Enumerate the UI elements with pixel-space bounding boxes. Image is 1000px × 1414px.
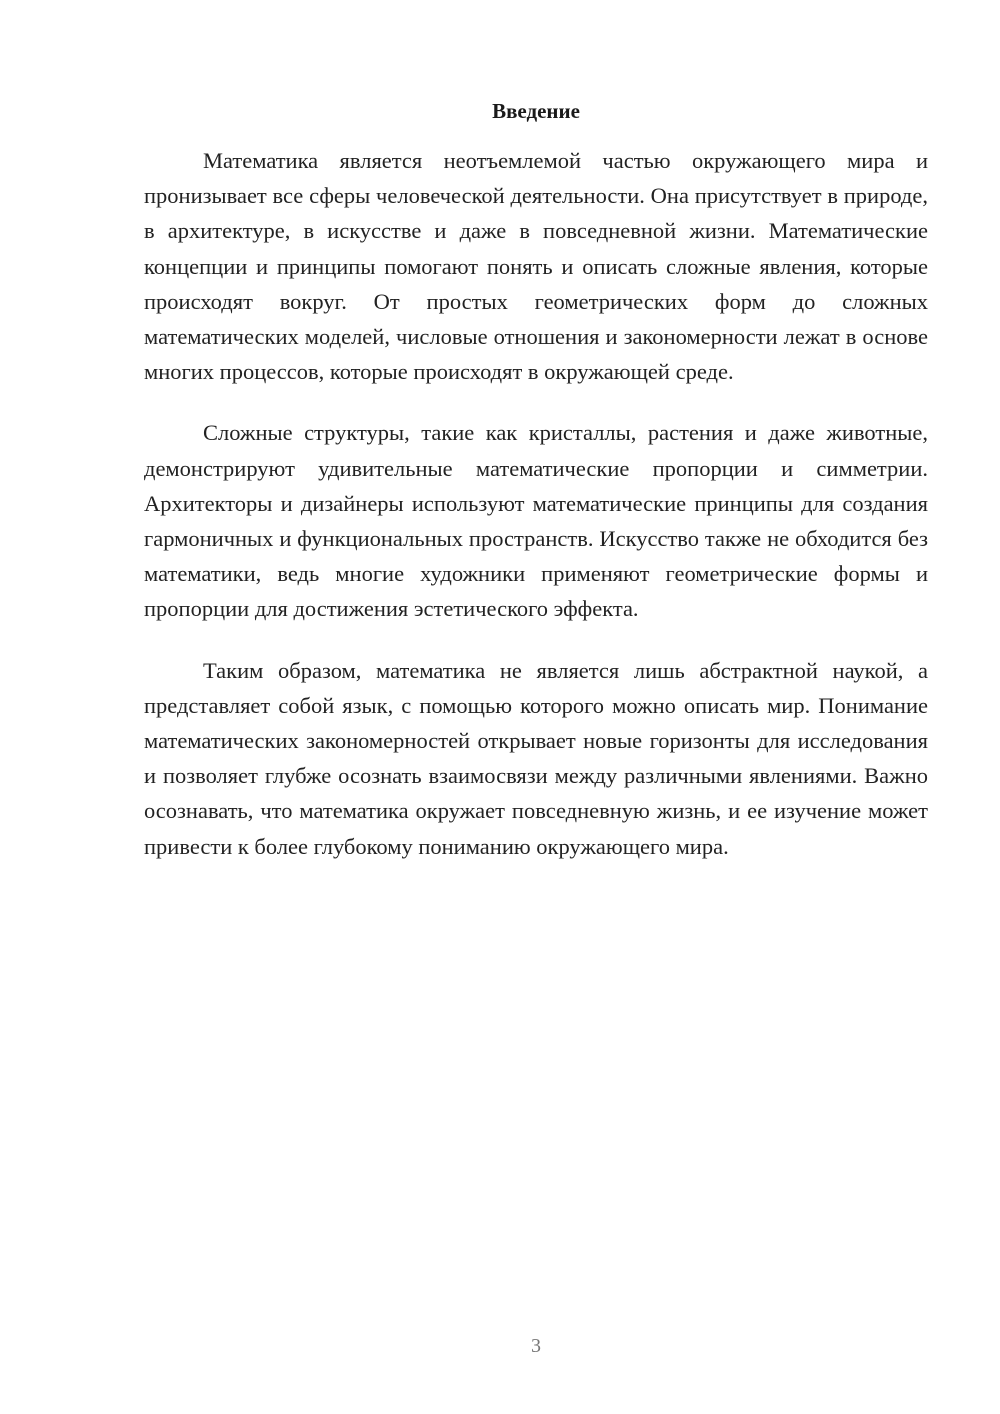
paragraph-1: Математика является неотъемлемой частью окружающего мира и пронизывает все сферы человеческой деятельности. Она присутствует в природе, в архитектуре, в искусстве и даже в повседневной жизни. Математические концепции и принципы помогают понять и описать сложные явления, которые происходят вокруг. От простых геометрических форм до сложных математических моделей, числовые отношения и закономерности лежат в основе многих процессов, которые происходят в окружающей среде. bbox=[144, 148, 928, 385]
section-heading: Введение bbox=[492, 99, 580, 123]
body-text bbox=[144, 143, 928, 864]
page-number: 3 bbox=[531, 1335, 541, 1357]
paragraph-3: Таким образом, математика не является лишь абстрактной наукой, а представляет собой язык, с помощью которого можно описать мир. Понимание математических закономерностей открывает новые горизонты для исследования и позволяет глубже осознать взаимосвязи между различными явлениями. Важно осознавать, что математика окружает повседневную жизнь, и ее изучение может привести к более глубокому пониманию окружающего мира. bbox=[144, 657, 928, 859]
paragraph-2: Сложные структуры, такие как кристаллы, растения и даже животные, демонстрируют удивительные математические пропорции и симметрии. Архитекторы и дизайнеры используют математические принципы для создания гармоничных и функциональных пространств. Искусство также не обходится без математики, ведь многие художники применяют геометрические формы и пропорции для достижения эстетического эффекта. bbox=[144, 420, 928, 622]
